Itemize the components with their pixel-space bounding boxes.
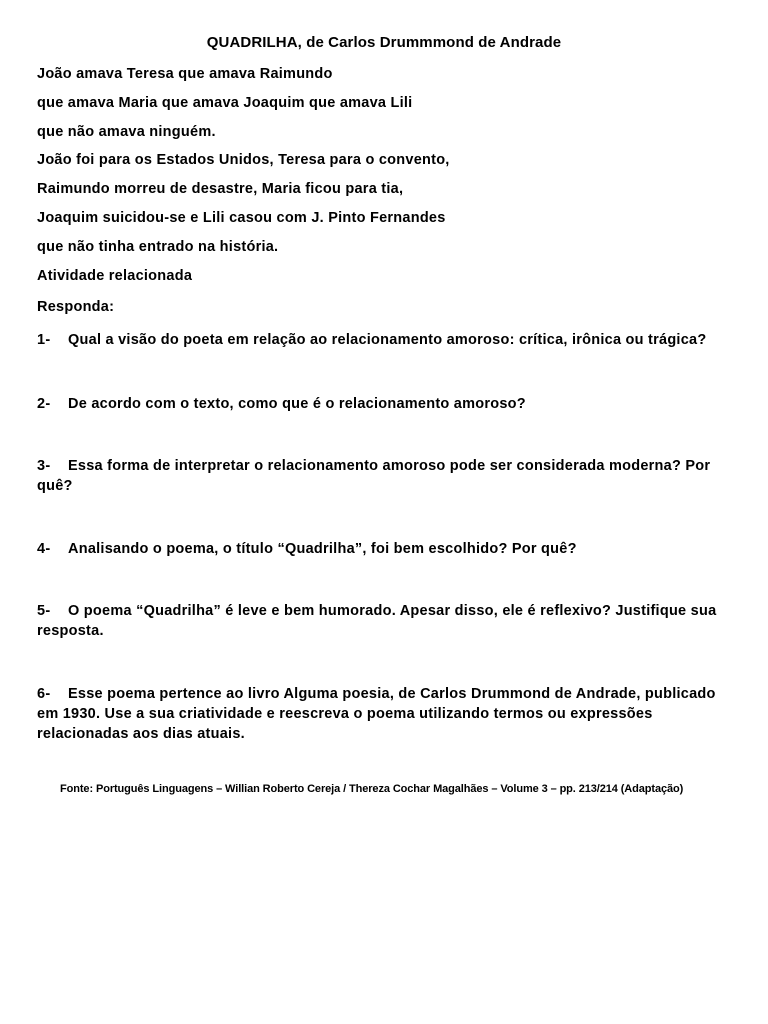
poem-line-2: que amava Maria que amava Joaquim que amava Lili xyxy=(37,95,413,111)
question-number: 3- xyxy=(37,458,51,474)
question-text: De acordo com o texto, como que é o relacionamento amoroso? xyxy=(68,396,526,412)
poem-line-6: Joaquim suicidou-se e Lili casou com J. Pinto Fernandes xyxy=(37,210,446,226)
question-text: Analisando o poema, o título “Quadrilha”, foi bem escolhido? Por quê? xyxy=(68,541,577,557)
question-number: 2- xyxy=(37,396,51,412)
question-text: Qual a visão do poeta em relação ao relacionamento amoroso: crítica, irônica ou trágica? xyxy=(68,332,707,348)
poem-line-1: João amava Teresa que amava Raimundo xyxy=(37,66,333,82)
question-text: O poema “Quadrilha” é leve e bem humorado. Apesar disso, ele é reflexivo? Justifique sua resposta. xyxy=(37,603,717,639)
question-text: Esse poema pertence ao livro Alguma poesia, de Carlos Drummond de Andrade, publicado em 1930. Use a sua criatividade e reescreva o poema utilizando termos ou expressões relacionadas aos dias atuais. xyxy=(37,686,716,742)
question-3 xyxy=(37,456,737,496)
poem-line-5: Raimundo morreu de desastre, Maria ficou para tia, xyxy=(37,181,404,197)
question-text: Essa forma de interpretar o relacionamento amoroso pode ser considerada moderna? Por quê? xyxy=(37,458,711,494)
question-6 xyxy=(37,684,737,744)
question-number: 5- xyxy=(37,603,51,619)
poem-line-3: que não amava ninguém. xyxy=(37,124,216,140)
activity-heading: Atividade relacionada xyxy=(37,268,193,284)
question-number: 6- xyxy=(37,686,51,702)
document-title: QUADRILHA, de Carlos Drummmond de Andrade xyxy=(206,34,562,51)
question-number: 4- xyxy=(37,541,51,557)
question-2 xyxy=(37,394,737,414)
question-5 xyxy=(37,601,737,641)
question-1 xyxy=(37,330,737,350)
poem-line-4: João foi para os Estados Unidos, Teresa para o convento, xyxy=(37,152,450,168)
question-4 xyxy=(37,539,737,559)
source-citation: Fonte: Português Linguagens – Willian Roberto Cereja / Thereza Cochar Magalhães – Volume 3 – pp. 213/214 (Adaptação) xyxy=(60,783,684,795)
question-number: 1- xyxy=(37,332,51,348)
respond-label: Responda: xyxy=(37,299,115,315)
poem-line-7: que não tinha entrado na história. xyxy=(37,239,279,255)
